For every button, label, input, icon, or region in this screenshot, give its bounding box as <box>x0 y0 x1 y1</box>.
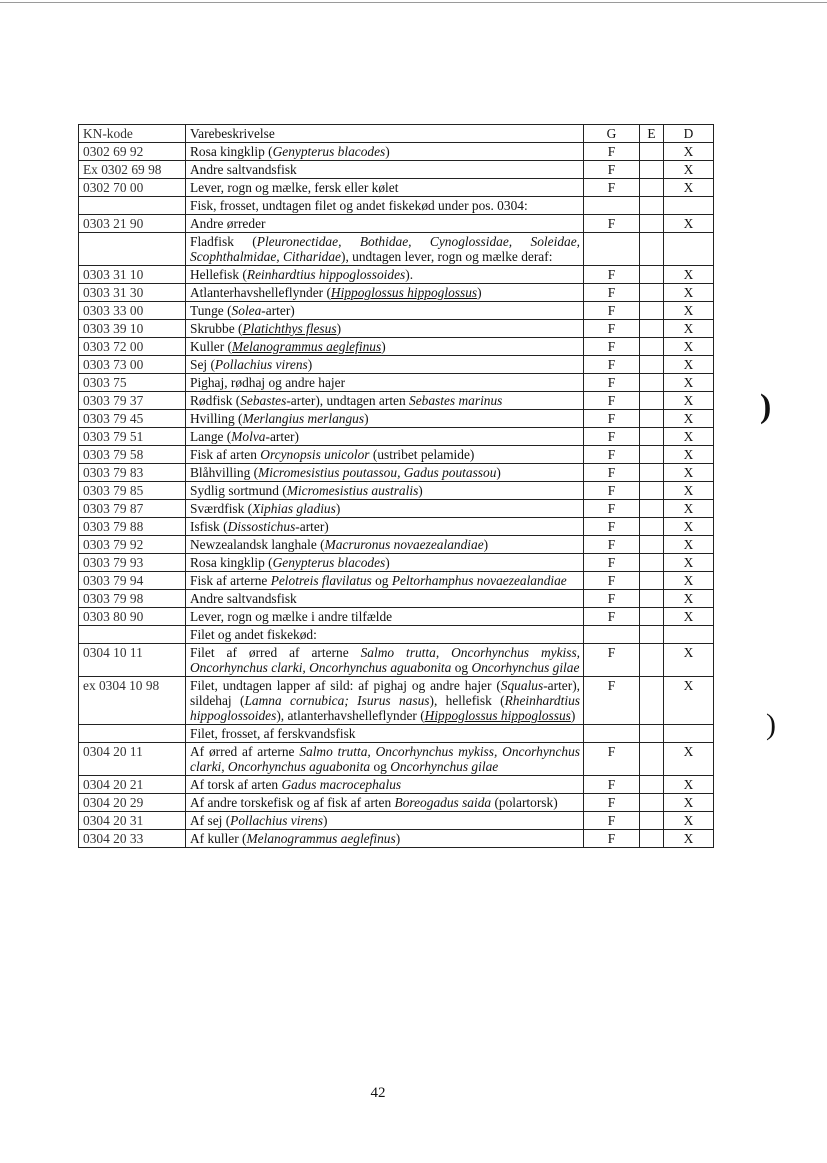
kn-code-cell <box>79 233 186 266</box>
d-cell: X <box>664 572 714 590</box>
header-g: G <box>584 125 640 143</box>
d-cell <box>664 233 714 266</box>
top-border-line <box>0 2 827 3</box>
table-row <box>79 743 714 776</box>
description-cell: Skrubbe (Platichthys flesus) <box>186 320 584 338</box>
kn-code-cell: 0303 79 92 <box>79 536 186 554</box>
table-row <box>79 266 714 284</box>
table-row <box>79 626 714 644</box>
description-cell: Andre ørreder <box>186 215 584 233</box>
table-header-row <box>79 125 714 143</box>
g-cell: F <box>584 392 640 410</box>
e-cell <box>640 626 664 644</box>
e-cell <box>640 410 664 428</box>
kn-code-cell: 0303 79 58 <box>79 446 186 464</box>
table-row <box>79 518 714 536</box>
table-row <box>79 302 714 320</box>
e-cell <box>640 518 664 536</box>
kn-code-cell: 0303 80 90 <box>79 608 186 626</box>
table-row <box>79 482 714 500</box>
page-number: 42 <box>370 1085 386 1101</box>
e-cell <box>640 197 664 215</box>
kn-code-cell <box>79 197 186 215</box>
description-cell: Newzealandsk langhale (Macruronus novaezealandiae) <box>186 536 584 554</box>
kn-code-cell: 0304 10 11 <box>79 644 186 677</box>
description-cell: Lever, rogn og mælke i andre tilfælde <box>186 608 584 626</box>
g-cell: F <box>584 608 640 626</box>
g-cell: F <box>584 143 640 161</box>
g-cell <box>584 233 640 266</box>
description-cell: Isfisk (Dissostichus-arter) <box>186 518 584 536</box>
description-cell: Kuller (Melanogrammus aeglefinus) <box>186 338 584 356</box>
e-cell <box>640 743 664 776</box>
d-cell: X <box>664 518 714 536</box>
description-cell: Filet af ørred af arterne Salmo trutta, Oncorhynchus mykiss, Oncorhynchus clarki, Oncorhynchus aguabonita og Oncorhynchus gilae <box>186 644 584 677</box>
d-cell: X <box>664 179 714 197</box>
description-cell: Filet og andet fiskekød: <box>186 626 584 644</box>
e-cell <box>640 554 664 572</box>
g-cell: F <box>584 677 640 725</box>
table-row <box>79 830 714 848</box>
g-cell: F <box>584 743 640 776</box>
g-cell <box>584 626 640 644</box>
e-cell <box>640 482 664 500</box>
table-row <box>79 608 714 626</box>
d-cell <box>664 725 714 743</box>
d-cell: X <box>664 536 714 554</box>
e-cell <box>640 266 664 284</box>
table-row <box>79 446 714 464</box>
kn-code-cell <box>79 725 186 743</box>
kn-code-cell <box>79 626 186 644</box>
table-row <box>79 179 714 197</box>
description-cell: Andre saltvandsfisk <box>186 590 584 608</box>
table-row <box>79 500 714 518</box>
description-cell: Af torsk af arten Gadus macrocephalus <box>186 776 584 794</box>
table-row <box>79 284 714 302</box>
g-cell: F <box>584 830 640 848</box>
g-cell: F <box>584 554 640 572</box>
d-cell: X <box>664 374 714 392</box>
table-row <box>79 161 714 179</box>
e-cell <box>640 356 664 374</box>
e-cell <box>640 500 664 518</box>
e-cell <box>640 284 664 302</box>
description-cell: Sværdfisk (Xiphias gladius) <box>186 500 584 518</box>
kn-code-cell: 0304 20 21 <box>79 776 186 794</box>
table-row <box>79 143 714 161</box>
description-cell: Filet, frosset, af ferskvandsfisk <box>186 725 584 743</box>
d-cell: X <box>664 794 714 812</box>
g-cell: F <box>584 215 640 233</box>
table-row <box>79 374 714 392</box>
table-row <box>79 725 714 743</box>
d-cell: X <box>664 482 714 500</box>
g-cell: F <box>584 284 640 302</box>
d-cell: X <box>664 554 714 572</box>
e-cell <box>640 233 664 266</box>
e-cell <box>640 644 664 677</box>
e-cell <box>640 179 664 197</box>
g-cell: F <box>584 428 640 446</box>
g-cell: F <box>584 644 640 677</box>
g-cell: F <box>584 446 640 464</box>
description-cell: Hvilling (Merlangius merlangus) <box>186 410 584 428</box>
e-cell <box>640 302 664 320</box>
g-cell <box>584 197 640 215</box>
table-row <box>79 320 714 338</box>
header-kn-code: KN-kode <box>79 125 186 143</box>
d-cell: X <box>664 743 714 776</box>
d-cell: X <box>664 446 714 464</box>
e-cell <box>640 812 664 830</box>
table-row <box>79 536 714 554</box>
margin-bracket-mark: ) <box>760 388 772 425</box>
d-cell: X <box>664 500 714 518</box>
kn-code-cell: 0302 70 00 <box>79 179 186 197</box>
e-cell <box>640 464 664 482</box>
table-row <box>79 356 714 374</box>
d-cell: X <box>664 830 714 848</box>
kn-code-cell: 0303 31 30 <box>79 284 186 302</box>
description-cell: Af kuller (Melanogrammus aeglefinus) <box>186 830 584 848</box>
kn-code-cell: 0303 79 37 <box>79 392 186 410</box>
description-cell: Af sej (Pollachius virens) <box>186 812 584 830</box>
table-row <box>79 644 714 677</box>
table-row <box>79 464 714 482</box>
e-cell <box>640 794 664 812</box>
table-row <box>79 677 714 725</box>
margin-bracket-mark-lower: ) <box>766 708 776 741</box>
d-cell: X <box>664 161 714 179</box>
e-cell <box>640 338 664 356</box>
e-cell <box>640 428 664 446</box>
d-cell: X <box>664 143 714 161</box>
d-cell: X <box>664 677 714 725</box>
d-cell: X <box>664 320 714 338</box>
e-cell <box>640 590 664 608</box>
d-cell <box>664 626 714 644</box>
g-cell: F <box>584 302 640 320</box>
e-cell <box>640 320 664 338</box>
g-cell: F <box>584 794 640 812</box>
description-cell: Fisk, frosset, undtagen filet og andet fiskekød under pos. 0304: <box>186 197 584 215</box>
g-cell: F <box>584 266 640 284</box>
g-cell: F <box>584 161 640 179</box>
kn-code-cell: 0302 69 92 <box>79 143 186 161</box>
g-cell: F <box>584 590 640 608</box>
tariff-table <box>78 124 714 848</box>
d-cell: X <box>664 356 714 374</box>
d-cell: X <box>664 644 714 677</box>
kn-code-cell: 0303 79 98 <box>79 590 186 608</box>
description-cell: Af ørred af arterne Salmo trutta, Oncorhynchus mykiss, Oncorhynchus clarki, Oncorhynchus aguabonita og Oncorhynchus gilae <box>186 743 584 776</box>
e-cell <box>640 392 664 410</box>
kn-code-cell: 0303 79 51 <box>79 428 186 446</box>
g-cell: F <box>584 812 640 830</box>
d-cell: X <box>664 812 714 830</box>
g-cell: F <box>584 410 640 428</box>
header-d: D <box>664 125 714 143</box>
g-cell: F <box>584 464 640 482</box>
kn-code-cell: 0304 20 31 <box>79 812 186 830</box>
g-cell: F <box>584 179 640 197</box>
g-cell: F <box>584 338 640 356</box>
g-cell: F <box>584 356 640 374</box>
table-row <box>79 233 714 266</box>
e-cell <box>640 446 664 464</box>
header-description: Varebeskrivelse <box>186 125 584 143</box>
description-cell: Rødfisk (Sebastes-arter), undtagen arten Sebastes marinus <box>186 392 584 410</box>
kn-code-cell: 0304 20 11 <box>79 743 186 776</box>
e-cell <box>640 374 664 392</box>
d-cell: X <box>664 215 714 233</box>
table-row <box>79 428 714 446</box>
description-cell: Andre saltvandsfisk <box>186 161 584 179</box>
description-cell: Blåhvilling (Micromesistius poutassou, Gadus poutassou) <box>186 464 584 482</box>
d-cell: X <box>664 428 714 446</box>
kn-code-cell: 0303 79 83 <box>79 464 186 482</box>
kn-code-cell: ex 0304 10 98 <box>79 677 186 725</box>
description-cell: Rosa kingklip (Genypterus blacodes) <box>186 554 584 572</box>
d-cell: X <box>664 410 714 428</box>
kn-code-cell: 0304 20 33 <box>79 830 186 848</box>
kn-code-cell: 0303 73 00 <box>79 356 186 374</box>
d-cell: X <box>664 338 714 356</box>
table-row <box>79 572 714 590</box>
kn-code-cell: Ex 0302 69 98 <box>79 161 186 179</box>
d-cell: X <box>664 464 714 482</box>
description-cell: Filet, undtagen lapper af sild: af pighaj og andre hajer (Squalus-arter), sildehaj (Lamna cornubica; Isurus nasus), hellefisk (Rheinhardtius hippoglossoides), atlanterhavshelleflynder (Hippoglossus hippoglossus) <box>186 677 584 725</box>
e-cell <box>640 677 664 725</box>
e-cell <box>640 215 664 233</box>
table-row <box>79 215 714 233</box>
kn-code-cell: 0303 33 00 <box>79 302 186 320</box>
description-cell: Lange (Molva-arter) <box>186 428 584 446</box>
g-cell: F <box>584 320 640 338</box>
d-cell: X <box>664 266 714 284</box>
g-cell: F <box>584 536 640 554</box>
e-cell <box>640 725 664 743</box>
e-cell <box>640 536 664 554</box>
kn-code-cell: 0303 79 88 <box>79 518 186 536</box>
table-row <box>79 197 714 215</box>
description-cell: Pighaj, rødhaj og andre hajer <box>186 374 584 392</box>
e-cell <box>640 776 664 794</box>
description-cell: Sej (Pollachius virens) <box>186 356 584 374</box>
table-row <box>79 812 714 830</box>
g-cell: F <box>584 572 640 590</box>
kn-code-cell: 0303 79 85 <box>79 482 186 500</box>
e-cell <box>640 608 664 626</box>
description-cell: Rosa kingklip (Genypterus blacodes) <box>186 143 584 161</box>
g-cell <box>584 725 640 743</box>
description-cell: Tunge (Solea-arter) <box>186 302 584 320</box>
description-cell: Lever, rogn og mælke, fersk eller kølet <box>186 179 584 197</box>
e-cell <box>640 830 664 848</box>
g-cell: F <box>584 374 640 392</box>
g-cell: F <box>584 482 640 500</box>
d-cell: X <box>664 302 714 320</box>
description-cell: Fladfisk (Pleuronectidae, Bothidae, Cynoglossidae, Soleidae, Scophthalmidae, Citharidae), undtagen lever, rogn og mælke deraf: <box>186 233 584 266</box>
d-cell: X <box>664 608 714 626</box>
table-row <box>79 590 714 608</box>
kn-code-cell: 0303 79 93 <box>79 554 186 572</box>
kn-code-cell: 0303 79 87 <box>79 500 186 518</box>
g-cell: F <box>584 500 640 518</box>
kn-code-cell: 0304 20 29 <box>79 794 186 812</box>
kn-code-cell: 0303 72 00 <box>79 338 186 356</box>
table-row <box>79 410 714 428</box>
d-cell <box>664 197 714 215</box>
description-cell: Sydlig sortmund (Micromesistius australis) <box>186 482 584 500</box>
g-cell: F <box>584 518 640 536</box>
description-cell: Atlanterhavshelleflynder (Hippoglossus hippoglossus) <box>186 284 584 302</box>
e-cell <box>640 161 664 179</box>
table-row <box>79 554 714 572</box>
kn-code-cell: 0303 21 90 <box>79 215 186 233</box>
description-cell: Hellefisk (Reinhardtius hippoglossoides). <box>186 266 584 284</box>
description-cell: Af andre torskefisk og af fisk af arten Boreogadus saida (polartorsk) <box>186 794 584 812</box>
d-cell: X <box>664 776 714 794</box>
e-cell <box>640 572 664 590</box>
table-row <box>79 794 714 812</box>
table-row <box>79 776 714 794</box>
table-row <box>79 338 714 356</box>
kn-code-cell: 0303 75 <box>79 374 186 392</box>
d-cell: X <box>664 284 714 302</box>
kn-code-cell: 0303 79 45 <box>79 410 186 428</box>
d-cell: X <box>664 392 714 410</box>
g-cell: F <box>584 776 640 794</box>
kn-code-cell: 0303 31 10 <box>79 266 186 284</box>
e-cell <box>640 143 664 161</box>
table-row <box>79 392 714 410</box>
d-cell: X <box>664 590 714 608</box>
kn-code-cell: 0303 39 10 <box>79 320 186 338</box>
kn-code-cell: 0303 79 94 <box>79 572 186 590</box>
description-cell: Fisk af arten Orcynopsis unicolor (ustribet pelamide) <box>186 446 584 464</box>
description-cell: Fisk af arterne Pelotreis flavilatus og Peltorhamphus novaezealandiae <box>186 572 584 590</box>
header-e: E <box>640 125 664 143</box>
